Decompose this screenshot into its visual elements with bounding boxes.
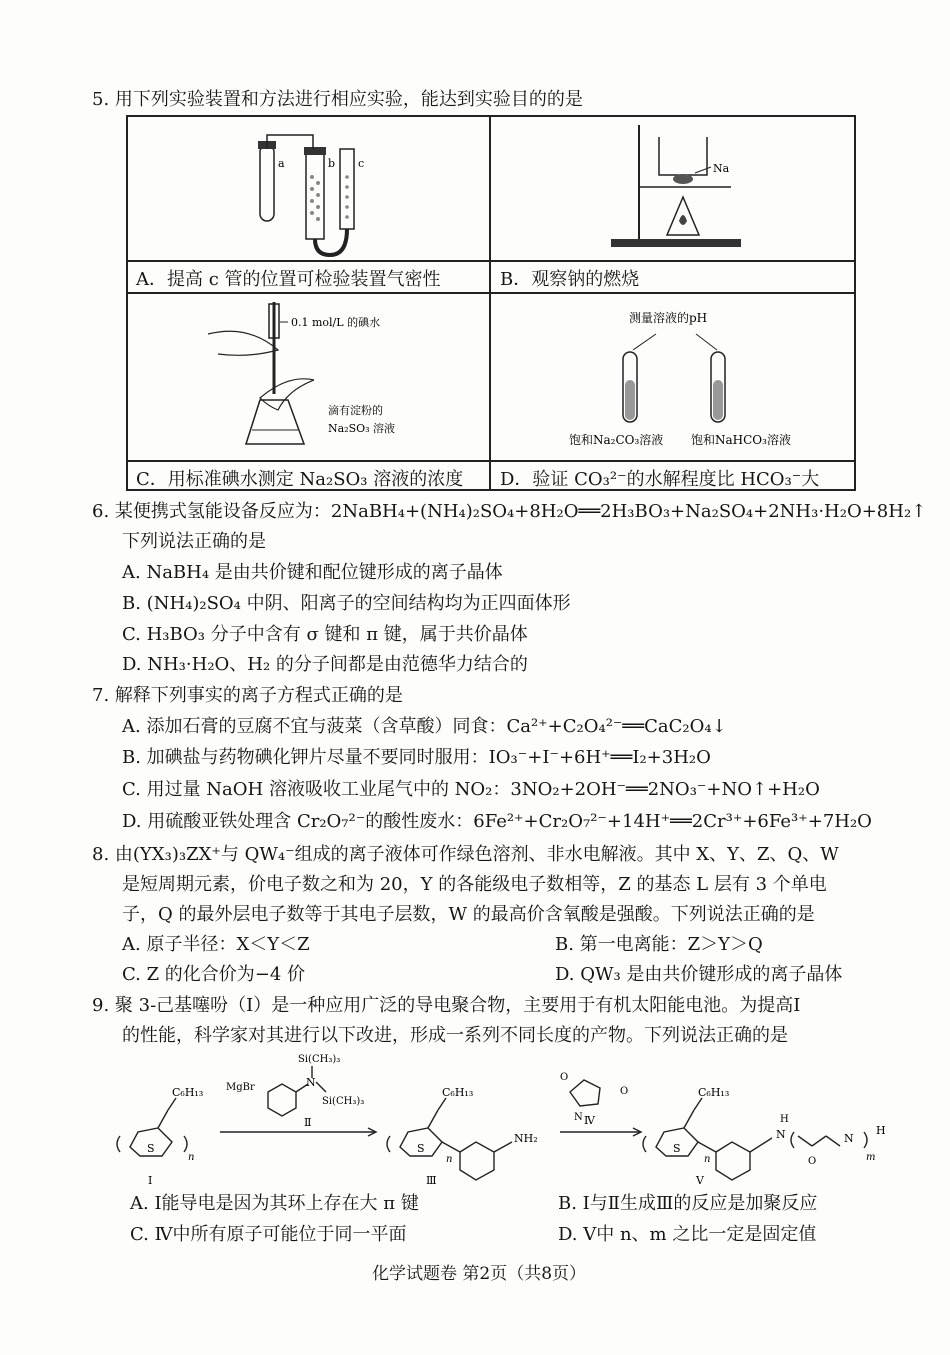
q8-stem-3: 子，Q 的最外层电子数等于其电子层数，W 的最高价含氧酸是强酸。下列说法正确的是 bbox=[122, 904, 815, 925]
scheme-hexyl-3: C₆H₁₃ bbox=[442, 1086, 474, 1099]
scheme-tms-1: Si(CH₃)₃ bbox=[298, 1054, 341, 1065]
q9-stem-1: 9. 聚 3-己基噻吩（Ⅰ）是一种应用广泛的导电聚合物，主要用于有机太阳能电池。为提高Ⅰ bbox=[92, 995, 801, 1016]
panel-a-caption: A．提高 c 管的位置可检验装置气密性 bbox=[136, 269, 441, 290]
q7-option-b: B. 加碘盐与药物碘化钾片尽量不要同时服用：IO₃⁻+I⁻+6H⁺══I₂+3H₂O bbox=[122, 747, 711, 768]
panel-c-figure bbox=[128, 294, 489, 460]
scheme-n-atom: N bbox=[306, 1076, 316, 1089]
panel-c-caption: C．用标准碘水测定 Na₂SO₃ 溶液的浓度 bbox=[136, 469, 464, 490]
panel-a-figure bbox=[128, 117, 489, 260]
label-c: c bbox=[358, 157, 365, 170]
q6-option-b: B. (NH₄)₂SO₄ 中阴、阳离子的空间结构均为正四面体形 bbox=[122, 593, 571, 614]
scheme-nh2: NH₂ bbox=[514, 1132, 538, 1145]
q6-stem: 6. 某便携式氢能设备反应为：2NaBH₄+(NH₄)₂SO₄+8H₂O══2H₃BO₃+Na₂SO₄+2NH₃·H₂O+8H₂↑ bbox=[92, 501, 927, 522]
q8-option-d: D. QW₃ 是由共价键形成的离子晶体 bbox=[555, 964, 843, 985]
q8-option-a: A. 原子半径：X＜Y＜Z bbox=[122, 934, 310, 955]
label-a: a bbox=[278, 157, 285, 170]
q7-option-d: D. 用硫酸亚铁处理含 Cr₂O₇²⁻的酸性废水：6Fe²⁺+Cr₂O₇²⁻+14H⁺══2Cr³⁺+6Fe³⁺+7H₂O bbox=[122, 811, 872, 832]
label-na2co3: 饱和Na₂CO₃溶液 bbox=[569, 433, 664, 447]
q6-option-d: D. NH₃·H₂O、H₂ 的分子间都是由范德华力结合的 bbox=[122, 654, 528, 675]
panel-b-figure bbox=[491, 117, 854, 260]
scheme-n-iv: N bbox=[574, 1112, 583, 1123]
scheme-n-v2: N bbox=[844, 1132, 854, 1145]
q8-stem-2: 是短周期元素，价电子数之和为 20，Y 的各能级电子数相等，Z 的基态 L 层有 3 个单电 bbox=[122, 874, 827, 895]
panel-d-figure bbox=[491, 294, 854, 460]
scheme-n-v: N bbox=[776, 1128, 786, 1141]
label-na: Na bbox=[713, 162, 730, 175]
scheme-hexyl-1: C₆H₁₃ bbox=[172, 1086, 204, 1099]
scheme-label-i: Ⅰ bbox=[148, 1174, 153, 1187]
label-starch: 滴有淀粉的 bbox=[328, 404, 383, 417]
reaction-scheme bbox=[100, 1052, 900, 1190]
q9-option-b: B. Ⅰ与Ⅱ生成Ⅲ的反应是加聚反应 bbox=[558, 1193, 818, 1214]
panel-b-caption: B．观察钠的燃烧 bbox=[500, 269, 640, 290]
scheme-n-5: n bbox=[704, 1154, 711, 1165]
q6-stem2: 下列说法正确的是 bbox=[122, 531, 266, 552]
q8-stem-1: 8. 由(YX₃)₃ZX⁺与 QW₄⁻组成的离子液体可作绿色溶剂、非水电解液。其中 X、Y、Z、Q、W bbox=[92, 844, 839, 865]
scheme-s-3: S bbox=[417, 1142, 425, 1155]
label-b: b bbox=[328, 157, 336, 170]
q9-stem-2: 的性能，科学家对其进行以下改进，形成一系列不同长度的产物。下列说法正确的是 bbox=[122, 1025, 788, 1046]
scheme-label-ii: Ⅱ bbox=[304, 1116, 312, 1129]
q8-option-c: C. Z 的化合价为−4 价 bbox=[122, 964, 306, 985]
q6-option-c: C. H₃BO₃ 分子中含有 σ 键和 π 键，属于共价晶体 bbox=[122, 624, 528, 645]
scheme-n-1: n bbox=[188, 1152, 195, 1163]
scheme-tms-2: Si(CH₃)₃ bbox=[322, 1096, 365, 1107]
scheme-label-v: Ⅴ bbox=[696, 1174, 704, 1187]
q7-option-a: A. 添加石膏的豆腐不宜与菠菜（含草酸）同食：Ca²⁺+C₂O₄²⁻══CaC₂O₄↓ bbox=[122, 716, 727, 737]
scheme-o-2: O bbox=[620, 1086, 629, 1097]
panel-d-caption: D．验证 CO₃²⁻的水解程度比 HCO₃⁻大 bbox=[500, 469, 820, 490]
q9-option-a: A. Ⅰ能导电是因为其环上存在大 π 键 bbox=[130, 1193, 419, 1214]
label-na2so3: Na₂SO₃ 溶液 bbox=[328, 422, 396, 435]
q7-stem: 7. 解释下列事实的离子方程式正确的是 bbox=[92, 685, 403, 706]
scheme-s-5: S bbox=[673, 1142, 681, 1155]
q7-option-c: C. 用过量 NaOH 溶液吸收工业尾气中的 NO₂：3NO₂+2OH⁻══2NO₃⁻+NO↑+H₂O bbox=[122, 779, 820, 800]
scheme-s-1: S bbox=[147, 1142, 155, 1155]
label-ph: 测量溶液的pH bbox=[629, 311, 708, 325]
q6-option-a: A. NaBH₄ 是由共价键和配位键形成的离子晶体 bbox=[122, 562, 503, 583]
label-nahco3: 饱和NaHCO₃溶液 bbox=[691, 433, 791, 447]
scheme-o-1: O bbox=[560, 1072, 569, 1083]
scheme-h-end: H bbox=[876, 1124, 886, 1137]
q5-stem: 5. 用下列实验装置和方法进行相应实验，能达到实验目的的是 bbox=[92, 89, 583, 110]
scheme-hexyl-5: C₆H₁₃ bbox=[698, 1086, 730, 1099]
scheme-h-nh: H bbox=[780, 1114, 789, 1125]
label-iodine: 0.1 mol/L 的碘水 bbox=[291, 316, 381, 329]
scheme-o-v: O bbox=[808, 1156, 817, 1167]
q9-option-d: D. Ⅴ中 n、m 之比一定是固定值 bbox=[558, 1224, 817, 1245]
scheme-n-3: n bbox=[446, 1154, 453, 1165]
page-footer: 化学试题卷 第2页（共8页） bbox=[372, 1264, 587, 1284]
q9-option-c: C. Ⅳ中所有原子可能位于同一平面 bbox=[130, 1224, 407, 1245]
scheme-m: m bbox=[866, 1152, 876, 1163]
q8-option-b: B. 第一电离能：Z＞Y＞Q bbox=[555, 934, 763, 955]
q5-figure-grid bbox=[126, 115, 856, 491]
scheme-label-iii: Ⅲ bbox=[426, 1174, 437, 1187]
scheme-mgbr: MgBr bbox=[226, 1082, 255, 1093]
scheme-label-iv: Ⅳ bbox=[584, 1114, 595, 1127]
